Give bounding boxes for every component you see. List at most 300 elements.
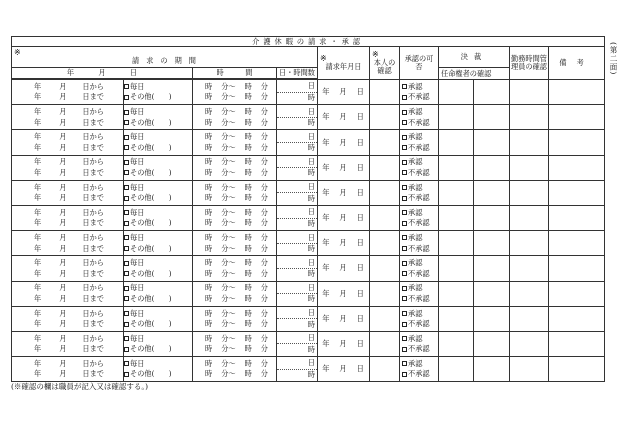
approval-cell: [400, 231, 439, 256]
manager-confirm-cell[interactable]: [510, 331, 549, 356]
remarks-cell[interactable]: [549, 130, 605, 155]
row-text: 日まで: [82, 268, 104, 278]
other-option[interactable]: [124, 193, 192, 204]
self-confirm-cell[interactable]: [370, 80, 400, 105]
daily-option[interactable]: [124, 107, 192, 118]
remarks-cell[interactable]: [549, 155, 605, 180]
request-date-cell[interactable]: [318, 256, 370, 281]
manager-confirm-cell[interactable]: [510, 256, 549, 281]
other-option[interactable]: [124, 117, 192, 128]
daily-option[interactable]: [124, 359, 192, 370]
authority-confirm-cell-2[interactable]: [474, 281, 510, 306]
time-range-cell[interactable]: [193, 105, 277, 130]
daily-checkbox[interactable]: [124, 286, 129, 291]
daily-option[interactable]: [124, 233, 192, 244]
row-text: 月: [339, 238, 348, 248]
row-text: 分: [260, 283, 268, 293]
approval-cell: [400, 155, 439, 180]
row-text: 時: [244, 258, 252, 268]
other-checkbox[interactable]: [124, 120, 129, 125]
daily-checkbox[interactable]: [124, 261, 129, 266]
approved-option[interactable]: [400, 82, 438, 93]
daily-option[interactable]: [124, 157, 192, 168]
row-text: 年: [34, 92, 42, 102]
approved-option[interactable]: [400, 182, 438, 193]
row-text: 分: [260, 92, 268, 102]
daily-checkbox[interactable]: [124, 135, 129, 140]
row-text: 不承認: [408, 319, 430, 329]
approved-option[interactable]: [400, 283, 438, 294]
row-text: 月: [59, 142, 67, 152]
remarks-cell[interactable]: [549, 231, 605, 256]
approved-option[interactable]: [400, 359, 438, 370]
other-checkbox[interactable]: [124, 246, 129, 251]
daily-checkbox[interactable]: [124, 311, 129, 316]
self-confirm-cell[interactable]: [370, 231, 400, 256]
daily-option[interactable]: [124, 132, 192, 143]
authority-confirm-cell-2[interactable]: [474, 80, 510, 105]
row-text: 年: [322, 288, 331, 298]
approved-option[interactable]: [400, 132, 438, 143]
authority-confirm-cell-2[interactable]: [474, 105, 510, 130]
approved-checkbox[interactable]: [402, 160, 407, 165]
period-date-cell[interactable]: [12, 80, 124, 105]
row-text: 時: [244, 142, 252, 152]
authority-confirm-cell-2[interactable]: [474, 231, 510, 256]
days-hours-cell[interactable]: [277, 256, 318, 281]
manager-confirm-cell[interactable]: [510, 180, 549, 205]
other-checkbox[interactable]: [124, 196, 129, 201]
other-option[interactable]: [124, 142, 192, 153]
remarks-cell[interactable]: [549, 80, 605, 105]
authority-confirm-cell[interactable]: [439, 80, 474, 105]
row-text: 日: [307, 257, 315, 267]
row-text: 月: [59, 233, 67, 242]
other-checkbox[interactable]: [124, 296, 129, 301]
authority-confirm-cell[interactable]: [439, 231, 474, 256]
days-hours-cell[interactable]: [277, 80, 318, 105]
authority-confirm-cell[interactable]: [439, 205, 474, 230]
row-text: その他( ): [130, 344, 172, 354]
row-text: 時: [244, 157, 252, 167]
period-date-cell[interactable]: [12, 231, 124, 256]
days-hours-cell[interactable]: [277, 281, 318, 306]
row-text: 年: [34, 193, 42, 203]
authority-confirm-cell-2[interactable]: [474, 180, 510, 205]
remarks-cell[interactable]: [549, 205, 605, 230]
authority-confirm-cell[interactable]: [439, 306, 474, 331]
self-confirm-cell[interactable]: [370, 155, 400, 180]
row-text: 日まで: [82, 293, 104, 303]
not-approved-option[interactable]: [400, 168, 438, 179]
row-text: 月: [339, 313, 348, 323]
not-approved-option[interactable]: [400, 92, 438, 103]
time-range-cell[interactable]: [193, 331, 277, 356]
row-text: 分〜: [221, 243, 236, 253]
daily-option[interactable]: [124, 308, 192, 319]
other-option[interactable]: [124, 294, 192, 305]
authority-confirm-cell[interactable]: [439, 256, 474, 281]
daily-checkbox[interactable]: [124, 361, 129, 366]
period-date-cell[interactable]: [12, 281, 124, 306]
other-option[interactable]: [124, 168, 192, 179]
request-date-header: [318, 47, 370, 80]
row-text: 時: [205, 283, 213, 293]
not-approved-option[interactable]: [400, 117, 438, 128]
days-hours-cell[interactable]: [277, 205, 318, 230]
request-date-cell[interactable]: [318, 357, 370, 382]
time-range-cell[interactable]: [193, 80, 277, 105]
self-confirm-cell[interactable]: [370, 306, 400, 331]
daily-checkbox[interactable]: [124, 110, 129, 115]
row-text: 年: [322, 364, 331, 374]
remarks-cell[interactable]: [549, 105, 605, 130]
approved-option[interactable]: [400, 308, 438, 319]
approved-checkbox[interactable]: [402, 261, 407, 266]
period-date-cell[interactable]: [12, 130, 124, 155]
time-range-cell[interactable]: [193, 256, 277, 281]
other-option[interactable]: [124, 218, 192, 229]
days-hours-subheader: 日・時間数: [277, 68, 318, 79]
not-approved-checkbox[interactable]: [402, 322, 407, 327]
authority-confirm-cell[interactable]: [439, 180, 474, 205]
daily-checkbox[interactable]: [124, 160, 129, 165]
request-date-cell[interactable]: [318, 130, 370, 155]
self-confirm-cell[interactable]: [370, 256, 400, 281]
authority-confirm-cell[interactable]: [439, 331, 474, 356]
row-text: 日: [307, 106, 315, 116]
row-text: 月: [59, 258, 67, 268]
time-range-cell[interactable]: [193, 306, 277, 331]
period-date-cell[interactable]: [12, 155, 124, 180]
row-text: 毎日: [130, 358, 145, 368]
subheader-day: 日: [129, 68, 138, 78]
remarks-cell[interactable]: [549, 331, 605, 356]
time-subheader: 時 間: [193, 68, 277, 79]
period-date-cell[interactable]: [12, 357, 124, 382]
time-range-cell[interactable]: [193, 130, 277, 155]
period-date-cell[interactable]: [12, 331, 124, 356]
other-option[interactable]: [124, 92, 192, 103]
other-checkbox[interactable]: [124, 322, 129, 327]
row-text: 日: [307, 131, 315, 141]
manager-confirm-cell[interactable]: [510, 306, 549, 331]
not-approved-option[interactable]: [400, 218, 438, 229]
approved-option[interactable]: [400, 107, 438, 118]
approved-option[interactable]: [400, 157, 438, 168]
request-date-cell[interactable]: [318, 205, 370, 230]
other-checkbox[interactable]: [124, 347, 129, 352]
authority-confirm-cell-2[interactable]: [474, 130, 510, 155]
row-text: 年: [34, 333, 42, 343]
not-approved-option[interactable]: [400, 268, 438, 279]
other-checkbox[interactable]: [124, 170, 129, 175]
other-checkbox[interactable]: [124, 271, 129, 276]
self-confirm-cell[interactable]: [370, 357, 400, 382]
approved-option[interactable]: [400, 258, 438, 269]
row-text: 分: [260, 132, 268, 142]
remarks-cell[interactable]: [549, 180, 605, 205]
request-date-cell[interactable]: [318, 331, 370, 356]
not-approved-option[interactable]: [400, 294, 438, 305]
row-text: 分: [260, 142, 268, 152]
not-approved-checkbox[interactable]: [402, 95, 407, 100]
row-text: 月: [339, 213, 348, 223]
authority-confirm-cell-2[interactable]: [474, 306, 510, 331]
row-text: 時: [244, 308, 252, 318]
row-text: 時: [244, 293, 252, 303]
row-text: 月: [339, 162, 348, 172]
daily-option[interactable]: [124, 208, 192, 219]
row-text: 日: [307, 156, 315, 166]
not-approved-checkbox[interactable]: [402, 372, 407, 377]
self-confirm-cell[interactable]: [370, 130, 400, 155]
not-approved-option[interactable]: [400, 142, 438, 153]
daily-option[interactable]: [124, 258, 192, 269]
row-text: 毎日: [130, 258, 145, 268]
mark-symbol: ※: [14, 48, 21, 58]
request-row: [12, 357, 605, 382]
authority-confirm-cell-2[interactable]: [474, 331, 510, 356]
row-text: 年: [34, 233, 42, 242]
remarks-cell[interactable]: [549, 357, 605, 382]
other-checkbox[interactable]: [124, 95, 129, 100]
days-hours-cell[interactable]: [277, 130, 318, 155]
row-text: 日: [356, 213, 365, 223]
request-date-cell[interactable]: [318, 306, 370, 331]
self-confirm-cell[interactable]: [370, 205, 400, 230]
period-date-cell[interactable]: [12, 180, 124, 205]
authority-confirm-cell[interactable]: [439, 155, 474, 180]
request-date-cell[interactable]: [318, 155, 370, 180]
not-approved-option[interactable]: [400, 243, 438, 254]
approval-cell: [400, 105, 439, 130]
daily-option[interactable]: [124, 333, 192, 344]
row-text: 不承認: [408, 218, 430, 228]
not-approved-checkbox[interactable]: [402, 246, 407, 251]
row-text: 日から: [82, 333, 104, 343]
self-confirm-cell[interactable]: [370, 331, 400, 356]
approved-checkbox[interactable]: [402, 210, 407, 215]
row-text: 年: [34, 283, 42, 293]
manager-confirm-cell[interactable]: [510, 80, 549, 105]
remarks-cell[interactable]: [549, 306, 605, 331]
approved-checkbox[interactable]: [402, 135, 407, 140]
request-date-cell[interactable]: [318, 105, 370, 130]
other-option[interactable]: [124, 344, 192, 355]
row-text: 時: [205, 258, 213, 268]
approved-checkbox[interactable]: [402, 361, 407, 366]
remarks-cell[interactable]: [549, 281, 605, 306]
row-text: 時: [307, 244, 315, 253]
approved-checkbox[interactable]: [402, 110, 407, 115]
not-approved-checkbox[interactable]: [402, 347, 407, 352]
manager-confirm-cell[interactable]: [510, 281, 549, 306]
row-text: 日まで: [82, 243, 104, 253]
row-text: 毎日: [130, 182, 145, 192]
row-text: 毎日: [130, 333, 145, 343]
remarks-cell[interactable]: [549, 256, 605, 281]
request-row: [12, 306, 605, 331]
request-rows: [12, 80, 605, 382]
period-date-cell[interactable]: [12, 205, 124, 230]
approved-option[interactable]: [400, 333, 438, 344]
not-approved-option[interactable]: [400, 319, 438, 330]
self-confirm-cell[interactable]: [370, 105, 400, 130]
row-text: 日: [356, 313, 365, 323]
approval-cell: [400, 256, 439, 281]
row-text: 分〜: [221, 218, 236, 228]
row-text: 時: [244, 107, 252, 117]
daily-checkbox[interactable]: [124, 185, 129, 190]
row-text: 年: [34, 182, 42, 192]
row-text: 時: [244, 92, 252, 102]
row-text: 日: [356, 87, 365, 97]
approval-cell: [400, 205, 439, 230]
row-text: 月: [59, 283, 67, 293]
daily-checkbox[interactable]: [124, 235, 129, 240]
row-text: 年: [34, 107, 42, 117]
daily-checkbox[interactable]: [124, 84, 129, 89]
request-date-cell[interactable]: [318, 180, 370, 205]
not-approved-option[interactable]: [400, 193, 438, 204]
remarks-header: 備考: [549, 47, 605, 80]
days-hours-cell[interactable]: [277, 306, 318, 331]
not-approved-checkbox[interactable]: [402, 145, 407, 150]
not-approved-checkbox[interactable]: [402, 196, 407, 201]
approved-checkbox[interactable]: [402, 336, 407, 341]
period-date-cell[interactable]: [12, 256, 124, 281]
time-range-cell[interactable]: [193, 180, 277, 205]
row-text: 分〜: [221, 142, 236, 152]
days-hours-cell[interactable]: [277, 180, 318, 205]
manager-confirm-cell[interactable]: [510, 105, 549, 130]
row-text: 時: [307, 369, 315, 379]
row-text: 時: [244, 193, 252, 203]
other-option[interactable]: [124, 369, 192, 380]
authority-confirm-cell-2[interactable]: [474, 205, 510, 230]
time-range-cell[interactable]: [193, 155, 277, 180]
days-hours-cell[interactable]: [277, 105, 318, 130]
daily-checkbox[interactable]: [124, 210, 129, 215]
row-text: 時: [244, 117, 252, 127]
manager-confirm-cell[interactable]: [510, 155, 549, 180]
approval-cell: [400, 180, 439, 205]
days-hours-cell[interactable]: [277, 231, 318, 256]
self-confirm-cell[interactable]: [370, 281, 400, 306]
row-text: 月: [59, 369, 67, 379]
row-text: 承認: [408, 182, 423, 192]
days-hours-cell[interactable]: [277, 155, 318, 180]
row-text: 月: [59, 81, 67, 91]
authority-confirm-cell[interactable]: [439, 130, 474, 155]
row-text: 年: [322, 339, 331, 348]
row-text: 時: [307, 92, 315, 102]
row-text: 時: [205, 81, 213, 91]
time-range-cell[interactable]: [193, 231, 277, 256]
days-hours-cell[interactable]: [277, 357, 318, 382]
approved-checkbox[interactable]: [402, 235, 407, 240]
not-approved-checkbox[interactable]: [402, 120, 407, 125]
not-approved-checkbox[interactable]: [402, 170, 407, 175]
request-date-cell[interactable]: [318, 231, 370, 256]
approved-checkbox[interactable]: [402, 84, 407, 89]
row-text: 時: [205, 233, 213, 242]
daily-option[interactable]: [124, 283, 192, 294]
row-text: 不承認: [408, 92, 430, 102]
approved-checkbox[interactable]: [402, 311, 407, 316]
other-checkbox[interactable]: [124, 145, 129, 150]
days-hours-cell[interactable]: [277, 331, 318, 356]
daily-option[interactable]: [124, 82, 192, 93]
row-text: 年: [322, 263, 331, 273]
not-approved-option[interactable]: [400, 344, 438, 355]
row-text: 年: [34, 319, 42, 329]
not-approved-checkbox[interactable]: [402, 296, 407, 301]
row-text: 年: [34, 308, 42, 318]
daily-checkbox[interactable]: [124, 336, 129, 341]
time-range-cell[interactable]: [193, 205, 277, 230]
authority-confirm-cell[interactable]: [439, 281, 474, 306]
manager-confirm-cell[interactable]: [510, 130, 549, 155]
authority-confirm-cell[interactable]: [439, 105, 474, 130]
approved-option[interactable]: [400, 208, 438, 219]
not-approved-option[interactable]: [400, 369, 438, 380]
row-text: 分: [260, 81, 268, 91]
period-date-cell[interactable]: [12, 306, 124, 331]
row-text: 年: [322, 213, 331, 223]
request-row: [12, 105, 605, 130]
row-text: 月: [59, 117, 67, 127]
time-range-cell[interactable]: [193, 357, 277, 382]
other-option[interactable]: [124, 319, 192, 330]
row-text: その他( ): [130, 142, 172, 152]
approved-checkbox[interactable]: [402, 185, 407, 190]
date-subheader: [12, 68, 193, 79]
row-text: 時: [244, 333, 252, 343]
manager-confirm-cell[interactable]: [510, 357, 549, 382]
period-date-cell[interactable]: [12, 105, 124, 130]
not-approved-checkbox[interactable]: [402, 221, 407, 226]
other-option[interactable]: [124, 268, 192, 279]
row-text: 日: [356, 364, 365, 374]
other-checkbox[interactable]: [124, 221, 129, 226]
other-option[interactable]: [124, 243, 192, 254]
other-checkbox[interactable]: [124, 372, 129, 377]
approved-option[interactable]: [400, 233, 438, 244]
not-approved-checkbox[interactable]: [402, 271, 407, 276]
row-text: 時: [205, 142, 213, 152]
row-text: 時: [205, 167, 213, 177]
manager-confirm-cell[interactable]: [510, 205, 549, 230]
authority-confirm-cell-2[interactable]: [474, 357, 510, 382]
approval-cell: [400, 130, 439, 155]
time-range-cell[interactable]: [193, 281, 277, 306]
approval-cell: [400, 331, 439, 356]
row-text: 年: [34, 258, 42, 268]
approved-checkbox[interactable]: [402, 286, 407, 291]
request-date-cell[interactable]: [318, 281, 370, 306]
row-text: 日: [356, 137, 365, 147]
self-confirm-cell[interactable]: [370, 180, 400, 205]
authority-confirm-cell[interactable]: [439, 357, 474, 382]
request-date-cell[interactable]: [318, 80, 370, 105]
row-text: その他( ): [130, 167, 172, 177]
authority-confirm-cell-2[interactable]: [474, 155, 510, 180]
daily-option[interactable]: [124, 182, 192, 193]
authority-confirm-cell-2[interactable]: [474, 256, 510, 281]
manager-confirm-cell[interactable]: [510, 231, 549, 256]
